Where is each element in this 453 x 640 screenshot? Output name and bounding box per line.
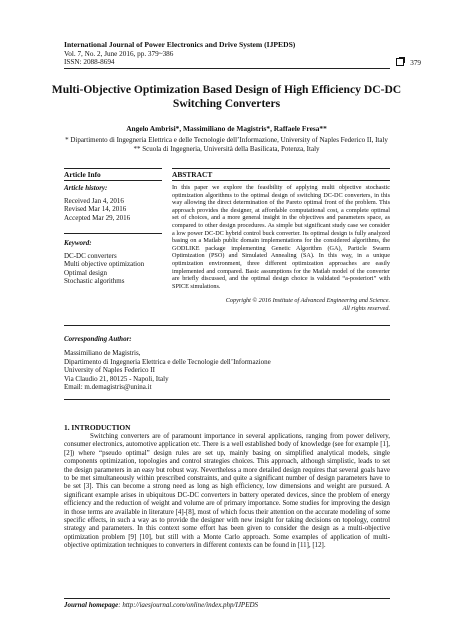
history-rule [64,233,162,234]
keyword-item: Stochastic algorithms [64,277,125,286]
corresponding-heading: Corresponding Author: [64,335,132,343]
corresponding-line: Massimiliano de Magistris, [64,349,141,357]
accepted-date: Accepted Mar 29, 2016 [64,213,131,222]
journal-name: International Journal of Power Electronics and Drive System (IJPEDS) [64,40,296,49]
homepage-label: Journal homepage [64,601,119,609]
abstract-text: In this paper we explore the feasibility of applying multi objective stochastic optimization algorithms to the optimal design of switching DC-DC converters, in this way allowing the direct determination of the Pareto optimal front of the problem. This approach provides the designer, at affordable computational cost, a complete optimal set of choices, and a more general insight in the objectives and parameters space, as compared to other design procedures. As simple but significant study case we consider a low power DC-DC hybrid control buck converter. Its optimal design is fully analyzed basing on a Matlab public domain implementations for the considered algorithms, the GODLIKE package implementing Genetic Algorithm (GA), Particle Swarm Optimization (PSO) and Simulated Annealing (SA). In this way, in a unique optimization environment, three different optimization approaches are easily implemented and compared. Basic assumptions for the Matlab model of the converter are briefly discussed, and the optimal design choice is validated “a-posteriori” with SPICE simulations. [172,184,390,290]
corresponding-bottom-rule [64,399,390,400]
affiliation-2: ** Scuola di Ingegneria, Università della Basilicata, Potenza, Italy [133,144,320,153]
corresponding-top-rule [64,325,390,326]
corresponding-line: University of Naples Federico II [64,366,155,375]
journal-homepage [64,601,258,609]
issn-row [64,58,421,68]
corresponding-line: Via Claudio 21, 80125 - Napoli, Italy [64,374,169,383]
abstract-top-rule [172,168,390,169]
corresponding-email: Email: m.demagistris@unina.it [64,383,152,392]
revised-date: Revised Mar 14, 2016 [64,205,127,214]
author-names: Angelo Ambrisi*, Massimiliano de Magistris*, Raffaele Fresa** [126,124,327,133]
article-info-heading: Article Info [64,170,101,179]
article-history [64,184,164,222]
header-rule [64,68,390,69]
homepage-url[interactable]: : http://iaesjournal.com/online/index.php/IJPEDS [118,601,259,609]
introduction-text: Switching converters are of paramount importance in several applications, ranging from power delivery, consumer electronics, automotive application etc. There is a well established body of knowledge (see for example [1], [2]) where “pseudo optimal” design rules are set up, mainly basing on simplified analytical models, single components optimization, topologies and control strategies choices. This approach, although simplistic, leads to set the design parameters in an easy but robust way. Nevertheless a more detailed design requires that several goals have to be met simultaneously within prescribed constraints, and quite a significant number of design parameters have to be set [3]. This can become a strong need as long as high efficiency, low dimensions and weight are pursued. A significant example arises in ubiquitous DC-DC converters in battery operated devices, since the problem of energy efficiency and the reduction of weight and volume are of primary importance. Some studies for improving the design in those terms are available in literature [4]-[8], most of which focus their attention on the accurate modeling of some specific effects, in such a way as to provide the designer with new insight for taking decisions on topology, control strategy and parameters. In this context some effort has been given to consider the design as a multi-objective optimization problem [9] [10], but still with a Monte Carlo approach. Some examples of application of multi-objective optimization techniques to converters in different contexts can be found in [11], [12]. [64,433,390,550]
authors-block [50,125,403,153]
issn: ISSN: 2088-8694 [64,58,115,67]
copyright-notice [172,297,390,312]
keyword-item: Multi objective optimization [64,260,145,269]
keyword-label: Keyword: [64,239,92,247]
affiliation-1: * Dipartimento di Ingegneria Elettrica e delle Tecnologie dell’Informazione, University of Naples Federico II, Italy [65,135,388,144]
article-info-top-rule [64,168,162,169]
page-number-block [381,58,421,68]
corresponding-line: Dipartimento di Ingegneria Elettrica e delle Tecnologie dell’Informazione [64,357,271,366]
page-number: 379 [410,59,421,68]
journal-header [64,40,421,68]
received-date: Received Jan 4, 2016 [64,196,124,205]
abstract-heading: ABSTRACT [172,170,213,179]
footer-rule [64,598,390,599]
corresponding-details [64,349,394,392]
keyword-item: DC-DC converters [64,251,117,260]
history-label: Article history: [64,184,108,192]
paper-title: Multi-Objective Optimization Based Design of High Efficiency DC-DC Switching Converters [51,83,402,110]
page-marker-icon [396,58,404,66]
abstract-mid-rule [172,180,390,181]
article-info-mid-rule [64,180,162,181]
volume-line: Vol. 7, No. 2, June 2016, pp. 379~386 [64,49,174,58]
copyright-line-1: Copyright © 2016 Institute of Advanced Engineering and Science. [225,297,390,304]
introduction-heading: 1. INTRODUCTION [64,423,131,432]
keywords-block [64,239,164,286]
copyright-line-2: All rights reserved. [342,304,390,312]
keyword-item: Optimal design [64,268,107,277]
